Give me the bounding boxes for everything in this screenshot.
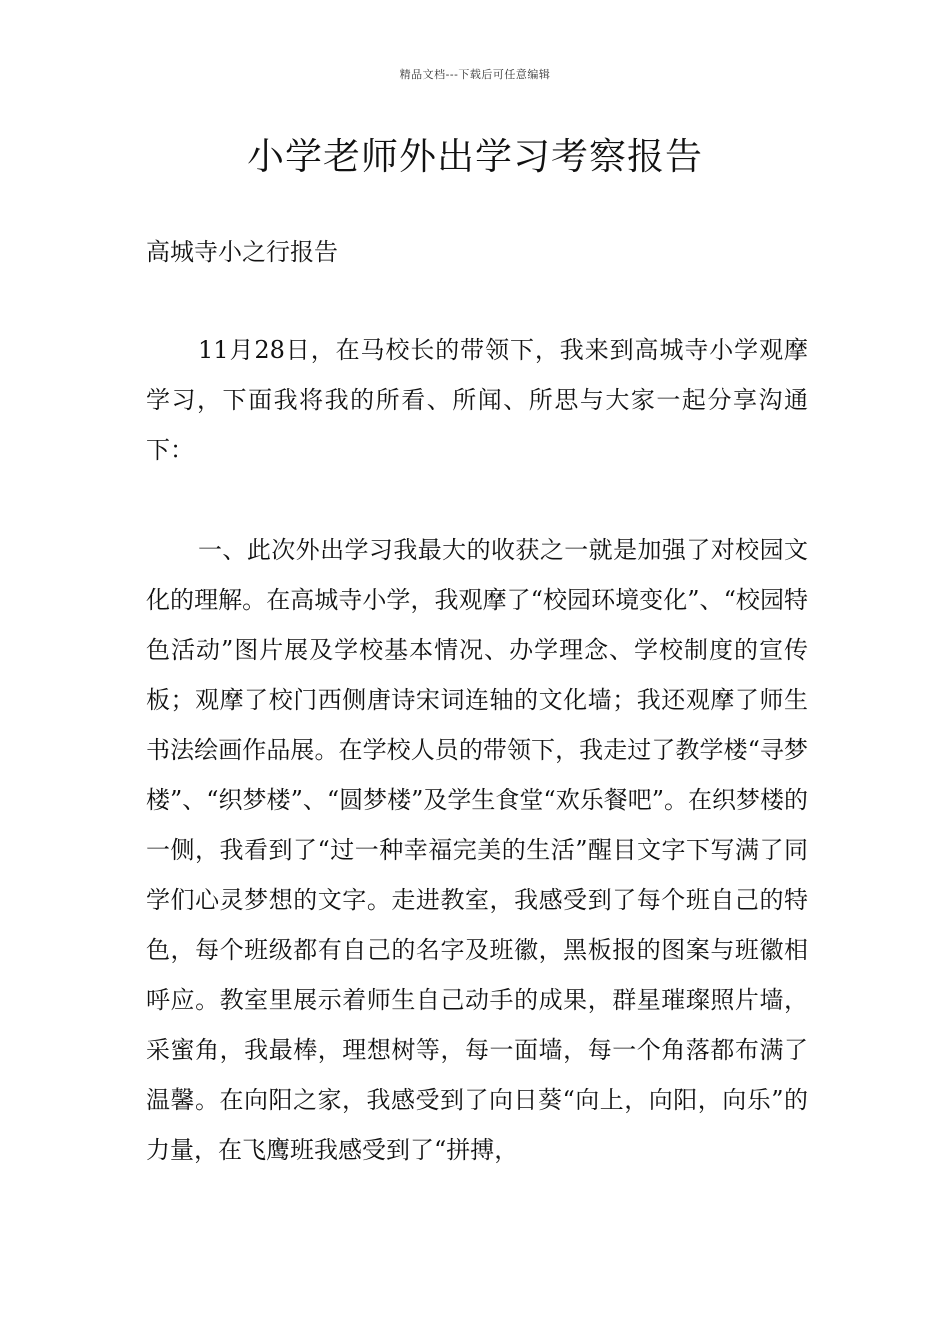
paragraph-section-one: 一、此次外出学习我最大的收获之一就是加强了对校园文化的理解。在高城寺小学，我观摩了“校园环境变化”、“校园特色活动”图片展及学校基本情况、办学理念、学校制度的宣传板；观摩了校门西侧唐诗宋词连轴的文化墙；我还观摩了师生书法绘画作品展。在学校人员的带领下，我走过了教学楼“寻梦楼”、“织梦楼”、“圆梦楼”及学生食堂“欢乐餐吧”。在织梦楼的一侧，我看到了“过一种幸福完美的生活”醒目文字下写满了同学们心灵梦想的文字。走进教室，我感受到了每个班自己的特色，每个班级都有自己的名字及班徽，黑板报的图案与班徽相呼应。教室里展示着师生自己动手的成果，群星璀璨照片墙，采蜜角，我最棒，理想树等，每一面墙，每一个角落都布满了温馨。在向阳之家，我感受到了向日葵“向上，向阳，向乐”的力量，在飞鹰班我感受到了“拼搏， (146, 536, 808, 1164)
header-note: 精品文档---下载后可任意编辑 (399, 68, 551, 81)
document-title: 小学老师外出学习考察报告 (247, 135, 703, 178)
document-subtitle: 高城寺小之行报告 (146, 238, 338, 266)
paragraph-intro: 11月28日，在马校长的带领下，我来到高城寺小学观摩学习，下面我将我的所看、所闻、所思与大家一起分享沟通下： (146, 336, 808, 464)
